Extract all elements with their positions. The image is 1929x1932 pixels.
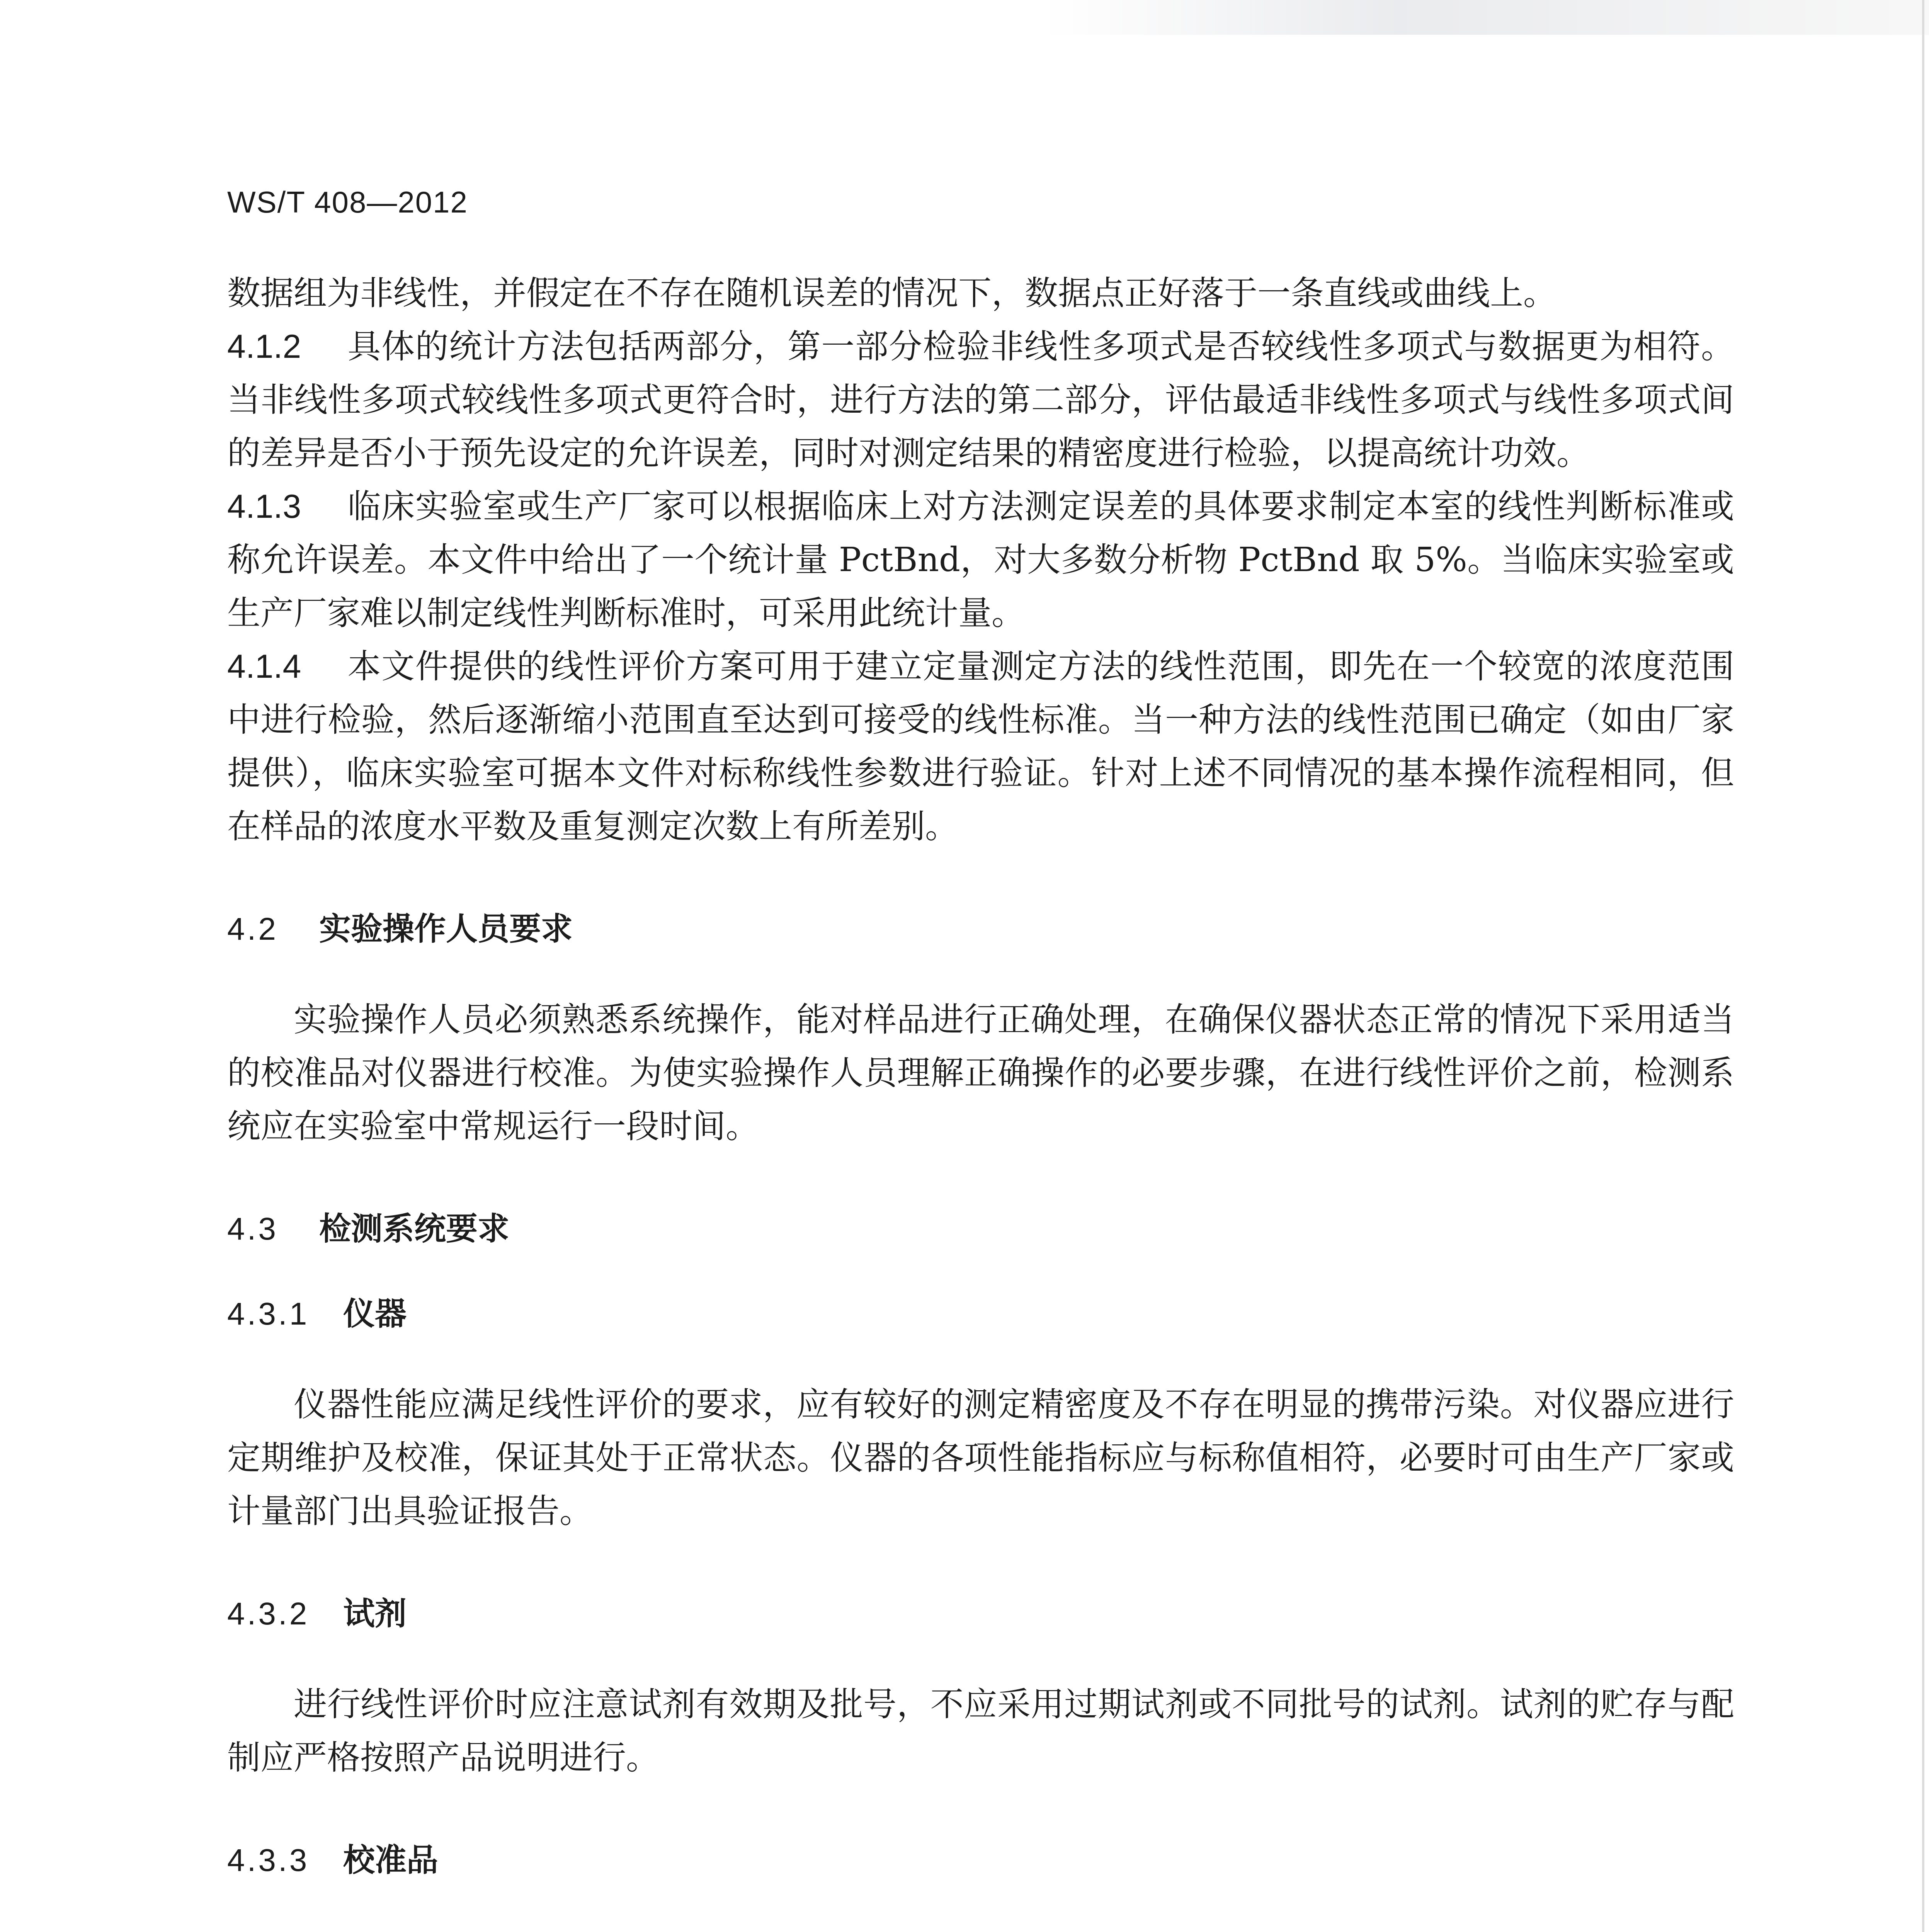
section-number: 4.2 [227, 912, 278, 947]
section-title: 校准品 [343, 1843, 439, 1878]
clause-4-1-3 [227, 480, 1734, 640]
clause-number: 4.1.4 [227, 648, 301, 685]
section-number: 4.3.1 [227, 1296, 310, 1332]
section-body-4-2: 实验操作人员必须熟悉系统操作，能对样品进行正确处理，在确保仪器状态正常的情况下采用适当的校准品对仪器进行校准。为使实验操作人员理解正确操作的必要步骤，在进行线性评价之前，检测系统应在实验室中常规运行一段时间。 [227, 1000, 1734, 1146]
document-body [227, 267, 1734, 1932]
section-title: 仪器 [343, 1296, 407, 1332]
clause-4-1-2 [227, 320, 1734, 480]
standard-code: WS/T 408—2012 [227, 185, 468, 219]
clause-text: 临床实验室或生产厂家可以根据临床上对方法测定误差的具体要求制定本室的线性判断标准或称允许误差。本文件中给出了一个统计量 PctBnd，对大多数分析物 PctBnd 取 5%。当临床实验室或生产厂家难以制定线性判断标准时，可采用此统计量。 [227, 487, 1734, 633]
section-number: 4.3.3 [227, 1843, 310, 1878]
section-title: 实验操作人员要求 [319, 912, 573, 947]
scan-artifact [1043, 0, 1929, 35]
section-heading-4-3-3 [227, 1839, 1734, 1882]
section-number: 4.3 [227, 1211, 278, 1247]
section-number: 4.3.2 [227, 1596, 310, 1631]
intro-line: 数据组为非线性，并假定在不存在随机误差的情况下，数据点正好落于一条直线或曲线上。 [227, 274, 1556, 313]
section-heading-4-3 [227, 1208, 1734, 1250]
scan-edge [1922, 0, 1924, 1932]
clause-4-1-4 [227, 640, 1734, 853]
section-body-4-3-2: 进行线性评价时应注意试剂有效期及批号，不应采用过期试剂或不同批号的试剂。试剂的贮存与配制应严格按照产品说明进行。 [227, 1685, 1734, 1777]
section-heading-4-3-2 [227, 1593, 1734, 1635]
section-heading-4-2 [227, 908, 1734, 951]
section-heading-4-3-1 [227, 1293, 1734, 1335]
clause-text: 本文件提供的线性评价方案可用于建立定量测定方法的线性范围，即先在一个较宽的浓度范围中进行检验，然后逐渐缩小范围直至达到可接受的线性标准。当一种方法的线性范围已确定（如由厂家提供），临床实验室可据本文件对标称线性参数进行验证。针对上述不同情况的基本操作流程相同，但在样品的浓度水平数及重复测定次数上有所差别。 [227, 647, 1734, 846]
section-title: 试剂 [343, 1596, 407, 1631]
clause-text: 具体的统计方法包括两部分，第一部分检验非线性多项式是否较线性多项式与数据更为相符。当非线性多项式较线性多项式更符合时，进行方法的第二部分，评估最适非线性多项式与线性多项式间的差异是否小于预先设定的允许误差，同时对测定结果的精密度进行检验，以提高统计功效。 [227, 327, 1734, 473]
clause-number: 4.1.3 [227, 488, 301, 525]
section-body-4-3-3 [227, 1924, 1734, 1932]
section-body-4-3-1: 仪器性能应满足线性评价的要求，应有较好的测定精密度及不存在明显的携带污染。对仪器应进行定期维护及校准，保证其处于正常状态。仪器的各项性能指标应与标称值相符，必要时可由生产厂家或计量部门出具验证报告。 [227, 1385, 1734, 1531]
clause-number: 4.1.2 [227, 328, 301, 365]
section-title: 检测系统要求 [319, 1211, 510, 1247]
